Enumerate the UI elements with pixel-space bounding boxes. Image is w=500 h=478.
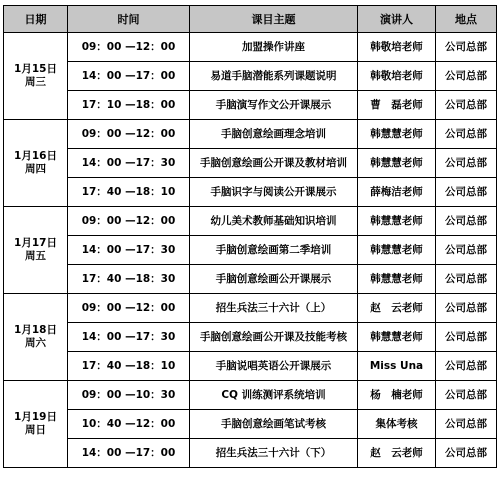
session-topic: 手脑说唱英语公开课展示 <box>190 352 358 381</box>
table-row <box>4 294 497 323</box>
session-time: 14：00 —17：00 <box>68 439 190 468</box>
day-cell <box>4 120 68 207</box>
day-date: 1月19日 <box>14 411 57 423</box>
session-topic: 幼儿美术教师基础知识培训 <box>190 207 358 236</box>
session-time: 09：00 —12：00 <box>68 207 190 236</box>
session-location: 公司总部 <box>436 62 497 91</box>
session-topic: 手脑创意绘画公开课展示 <box>190 265 358 294</box>
session-speaker: 薛梅洁老师 <box>358 178 436 207</box>
session-topic: 手脑创意绘画公开课及技能考核 <box>190 323 358 352</box>
session-location: 公司总部 <box>436 439 497 468</box>
session-time: 14：00 —17：30 <box>68 236 190 265</box>
session-location: 公司总部 <box>436 294 497 323</box>
session-time: 14：00 —17：30 <box>68 149 190 178</box>
day-date: 1月17日 <box>14 237 57 249</box>
session-speaker: 韩慧慧老师 <box>358 236 436 265</box>
session-topic: 手脑演写作文公开课展示 <box>190 91 358 120</box>
session-speaker: 韩慧慧老师 <box>358 265 436 294</box>
table-row <box>4 236 497 265</box>
day-cell <box>4 381 68 468</box>
session-speaker: 韩慧慧老师 <box>358 120 436 149</box>
header-date: 日期 <box>4 6 68 33</box>
table-row <box>4 439 497 468</box>
session-location: 公司总部 <box>436 91 497 120</box>
session-time: 17：40 —18：30 <box>68 265 190 294</box>
table-row <box>4 352 497 381</box>
session-time: 17：40 —18：10 <box>68 178 190 207</box>
session-topic: 手脑创意绘画第二季培训 <box>190 236 358 265</box>
header-topic: 课目主题 <box>190 6 358 33</box>
session-topic: 手脑创意绘画公开课及教材培训 <box>190 149 358 178</box>
session-topic: 招生兵法三十六计（下） <box>190 439 358 468</box>
table-row <box>4 178 497 207</box>
day-date: 1月16日 <box>14 150 57 162</box>
session-topic: 手脑创意绘画理念培训 <box>190 120 358 149</box>
table-row <box>4 207 497 236</box>
day-date: 1月15日 <box>14 63 57 75</box>
table-row <box>4 33 497 62</box>
session-time: 09：00 —12：00 <box>68 33 190 62</box>
table-row <box>4 62 497 91</box>
table-row <box>4 120 497 149</box>
session-location: 公司总部 <box>436 265 497 294</box>
session-speaker: Miss Una <box>358 352 436 381</box>
session-speaker: 韩敬培老师 <box>358 62 436 91</box>
table-row <box>4 410 497 439</box>
session-time: 09：00 —12：00 <box>68 294 190 323</box>
day-cell <box>4 207 68 294</box>
schedule-table-wrapper <box>3 5 497 468</box>
session-location: 公司总部 <box>436 352 497 381</box>
session-time: 10：40 —12：00 <box>68 410 190 439</box>
day-cell <box>4 294 68 381</box>
table-row <box>4 265 497 294</box>
session-speaker: 赵 云老师 <box>358 294 436 323</box>
session-speaker: 赵 云老师 <box>358 439 436 468</box>
day-weekday: 周三 <box>25 76 46 88</box>
session-speaker: 杨 楠老师 <box>358 381 436 410</box>
session-time: 14：00 —17：00 <box>68 62 190 91</box>
header-time: 时间 <box>68 6 190 33</box>
session-time: 17：40 —18：10 <box>68 352 190 381</box>
table-row <box>4 381 497 410</box>
session-speaker: 集体考核 <box>358 410 436 439</box>
session-location: 公司总部 <box>436 33 497 62</box>
day-weekday: 周四 <box>25 163 46 175</box>
table-row <box>4 91 497 120</box>
table-row <box>4 149 497 178</box>
session-location: 公司总部 <box>436 381 497 410</box>
session-time: 14：00 —17：30 <box>68 323 190 352</box>
schedule-table <box>3 5 497 468</box>
session-speaker: 韩敬培老师 <box>358 33 436 62</box>
session-location: 公司总部 <box>436 323 497 352</box>
header-speaker: 演讲人 <box>358 6 436 33</box>
session-topic: 手脑创意绘画笔试考核 <box>190 410 358 439</box>
session-location: 公司总部 <box>436 236 497 265</box>
day-weekday: 周日 <box>25 424 46 436</box>
session-topic: 招生兵法三十六计（上） <box>190 294 358 323</box>
day-weekday: 周六 <box>25 337 46 349</box>
session-time: 09：00 —12：00 <box>68 120 190 149</box>
session-topic: CQ 训练测评系统培训 <box>190 381 358 410</box>
session-topic: 易道手脑潜能系列课题说明 <box>190 62 358 91</box>
session-topic: 手脑识字与阅读公开课展示 <box>190 178 358 207</box>
session-speaker: 韩慧慧老师 <box>358 207 436 236</box>
session-location: 公司总部 <box>436 410 497 439</box>
header-location: 地点 <box>436 6 497 33</box>
day-cell <box>4 33 68 120</box>
header-row <box>4 6 497 33</box>
session-topic: 加盟操作讲座 <box>190 33 358 62</box>
session-speaker: 曹 磊老师 <box>358 91 436 120</box>
session-speaker: 韩慧慧老师 <box>358 149 436 178</box>
table-row <box>4 323 497 352</box>
session-location: 公司总部 <box>436 120 497 149</box>
day-weekday: 周五 <box>25 250 46 262</box>
session-location: 公司总部 <box>436 149 497 178</box>
day-date: 1月18日 <box>14 324 57 336</box>
session-time: 17：10 —18：00 <box>68 91 190 120</box>
session-location: 公司总部 <box>436 178 497 207</box>
session-time: 09：00 —10：30 <box>68 381 190 410</box>
session-location: 公司总部 <box>436 207 497 236</box>
session-speaker: 韩慧慧老师 <box>358 323 436 352</box>
